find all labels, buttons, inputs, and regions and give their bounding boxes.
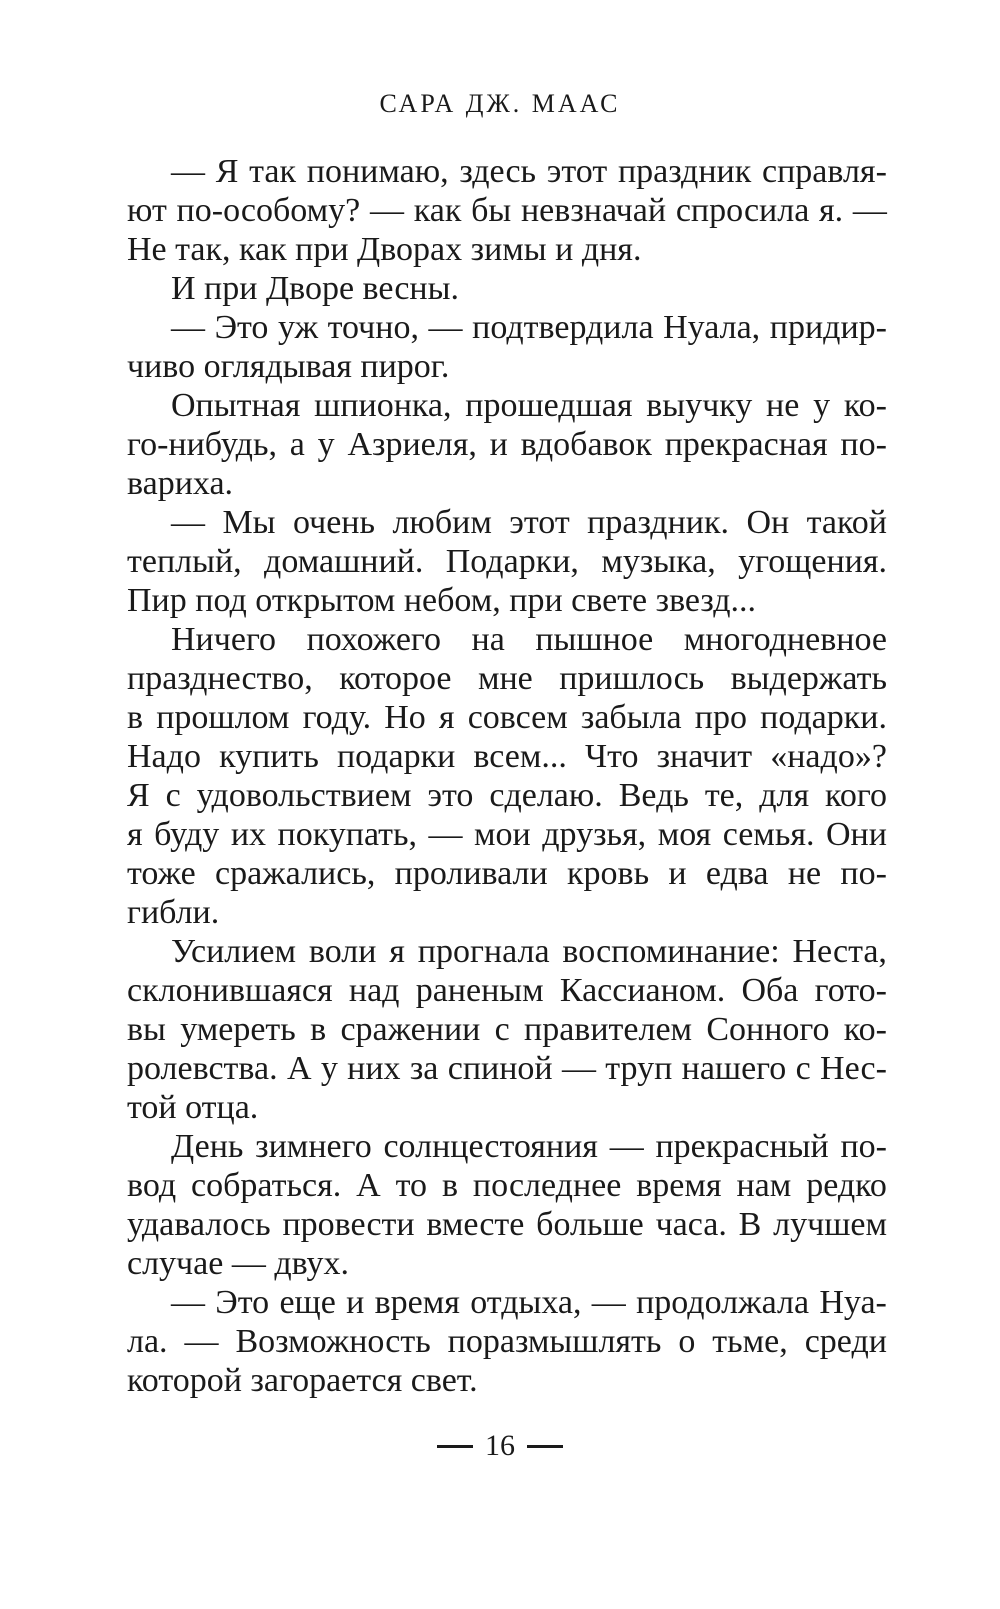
text-line: Усилием воли я прогнала воспоминание: Неста, [171, 933, 887, 970]
text-line: ла. — Возможность поразмышлять о тьме, среди [127, 1323, 887, 1360]
body-text [127, 152, 887, 1400]
text-line: теплый, домашний. Подарки, музыка, угощения. [127, 543, 887, 580]
text-line: тоже сражались, проливали кровь и едва не по- [127, 855, 887, 892]
text-line: удавалось провести вместе больше часа. В лучшем [127, 1206, 887, 1243]
text-line: в прошлом году. Но я совсем забыла про подарки. [127, 699, 887, 736]
text-line: — Я так понимаю, здесь этот праздник справля- [171, 153, 887, 190]
text-line: случае — двух. [127, 1245, 350, 1282]
text-line: вариха. [127, 465, 234, 502]
text-line: — Это уж точно, — подтвердила Нуала, придир- [171, 309, 887, 346]
text-line: я буду их покупать, — мои друзья, моя семья. Они [127, 816, 887, 853]
text-line: День зимнего солнцестояния — прекрасный по- [171, 1128, 887, 1165]
text-line: чиво оглядывая пирог. [127, 348, 450, 385]
text-line: Надо купить подарки всем... Что значит «надо»? [127, 738, 887, 775]
text-line: вы умереть в сражении с правителем Сонного ко- [127, 1011, 887, 1048]
text-line: ют по-особому? — как бы невзначай спросила я. — [127, 192, 887, 229]
text-line: — Мы очень любим этот праздник. Он такой [171, 504, 887, 541]
text-line: Опытная шпионка, прошедшая выучку не у ко- [171, 387, 887, 424]
folio-dash-right [527, 1445, 563, 1448]
text-line: Пир под открытом небом, при свете звезд... [127, 582, 757, 619]
text-line: гибли. [127, 894, 220, 931]
text-line: Ничего похожего на пышное многодневное [171, 621, 887, 658]
text-line: Не так, как при Дворах зимы и дня. [127, 231, 642, 268]
page-number-block [0, 1428, 1000, 1464]
text-line: — Это еще и время отдыха, — продолжала Нуа- [171, 1284, 887, 1321]
text-line: которой загорается свет. [127, 1362, 478, 1399]
running-head: САРА ДЖ. МААС [379, 89, 621, 118]
text-line: Я с удовольствием это сделаю. Ведь те, для кого [127, 777, 887, 814]
text-line: вод собраться. А то в последнее время нам редко [127, 1167, 887, 1204]
text-line: празднество, которое мне пришлось выдержать [127, 660, 887, 697]
text-line: го-нибудь, а у Азриеля, и вдобавок прекрасная по- [127, 426, 887, 463]
page-number: 16 [485, 1429, 515, 1462]
text-line: той отца. [127, 1089, 259, 1126]
folio-dash-left [437, 1445, 473, 1448]
text-line: склонившаяся над раненым Кассианом. Оба гото- [127, 972, 887, 1009]
text-line: ролевства. А у них за спиной — труп нашего с Нес- [127, 1050, 887, 1087]
text-line: И при Дворе весны. [171, 270, 459, 307]
